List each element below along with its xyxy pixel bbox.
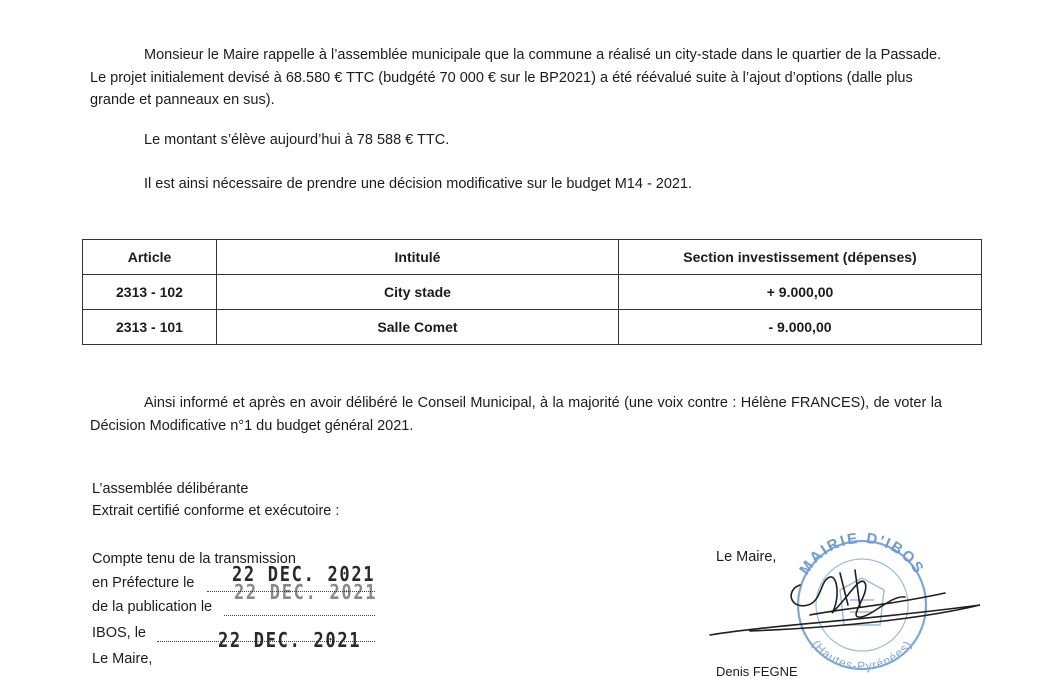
table-row <box>83 275 982 310</box>
header-article: Article <box>83 240 217 275</box>
signature-scribble <box>690 565 990 645</box>
header-intitule: Intitulé <box>217 240 619 275</box>
cell-intitule: Salle Comet <box>217 310 619 345</box>
cell-article: 2313 - 101 <box>83 310 217 345</box>
seal-subtext: (Hautes-Pyrénées) <box>809 637 915 674</box>
cell-amount: - 9.000,00 <box>619 310 982 345</box>
prefecture-date-stamp: 22 DEC. 2021 <box>232 562 376 586</box>
budget-table <box>82 239 982 345</box>
transmission-label: Compte tenu de la transmission <box>92 551 296 567</box>
paragraph-decision: Il est ainsi nécessaire de prendre une décision modificative sur le budget M14 - 2021. <box>144 176 693 192</box>
paragraph-city-stade: Monsieur le Maire rappelle à l’assemblée municipale que la commune a réalisé un city-stade dans le quartier de la Passade. Le projet initialement devisé à 68.580 € TTC (budgété 70 000 € sur le BP2021) a été réévalué suite à l’ajout d’options (dalle plus grande et panneaux en sus). <box>90 47 942 108</box>
cell-amount: + 9.000,00 <box>619 275 982 310</box>
seal-text: MAIRIE D'IBOS <box>796 530 928 578</box>
maire-title: Le Maire, <box>716 549 777 565</box>
table-row <box>83 310 982 345</box>
certification-assembly: L’assemblée délibérante <box>92 481 249 497</box>
paragraph-montant: Le montant s’élève aujourd’hui à 78 588 € TTC. <box>144 132 450 148</box>
publication-date-stamp: 22 DEC. 2021 <box>234 580 378 604</box>
cell-intitule: City stade <box>217 275 619 310</box>
place-label: IBOS, le <box>92 625 146 641</box>
header-section: Section investissement (dépenses) <box>619 240 982 275</box>
paragraph-vote: Ainsi informé et après en avoir délibéré le Conseil Municipal, à la majorité (une voix contre : Hélène FRANCES), de voter la Décision Modificative n°1 du budget général 2021. <box>90 395 942 434</box>
prefecture-label: en Préfecture le <box>92 575 195 591</box>
table-header-row <box>83 240 982 275</box>
maire-name: Denis FEGNE <box>716 664 798 679</box>
publication-dotted-line <box>224 615 375 616</box>
maire-label-left: Le Maire, <box>92 651 153 667</box>
publication-label: de la publication le <box>92 599 213 615</box>
cell-article: 2313 - 102 <box>83 275 217 310</box>
ibos-date-stamp: 22 DEC. 2021 <box>218 628 362 652</box>
certification-extract: Extrait certifié conforme et exécutoire : <box>92 503 340 519</box>
